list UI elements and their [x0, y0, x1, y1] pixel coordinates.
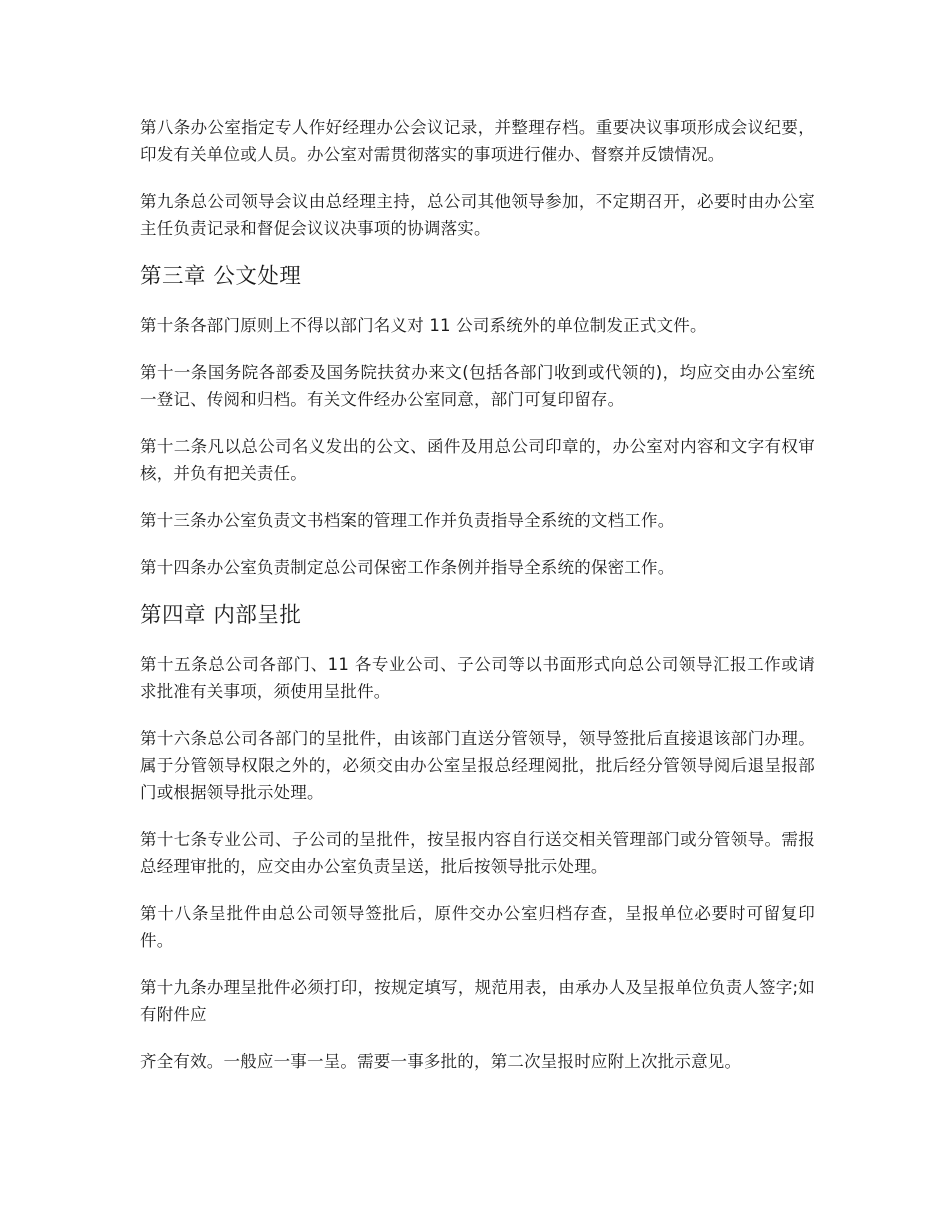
article-19: 第十九条办理呈批件必须打印，按规定填写，规范用表，由承办人及呈报单位负责人签字;如有附件应 — [140, 978, 815, 1024]
article-8: 第八条办公室指定专人作好经理办公会议记录，并整理存档。重要决议事项形成会议纪要，印发有关单位或人员。办公室对需贯彻落实的事项进行催办、督察并反馈情况。 — [140, 118, 815, 164]
chapter-4-heading: 第四章 内部呈批 — [140, 603, 302, 628]
article-12: 第十二条凡以总公司名义发出的公文、函件及用总公司印章的，办公室对内容和文字有权审核，并负有把关责任。 — [140, 437, 815, 483]
article-9: 第九条总公司领导会议由总经理主持，总公司其他领导参加，不定期召开，必要时由办公室主任负责记录和督促会议议决事项的协调落实。 — [140, 192, 815, 238]
article-11: 第十一条国务院各部委及国务院扶贫办来文(包括各部门收到或代领的)，均应交由办公室统一登记、传阅和归档。有关文件经办公室同意，部门可复印留存。 — [140, 363, 815, 409]
article-14: 第十四条办公室负责制定总公司保密工作条例并指导全系统的保密工作。 — [140, 558, 675, 577]
article-10: 第十条各部门原则上不得以部门名义对 11 公司系统外的单位制发正式文件。 — [140, 316, 707, 335]
article-18: 第十八条呈批件由总公司领导签批后，原件交办公室归档存查，呈报单位必要时可留复印件。 — [140, 904, 815, 950]
article-15: 第十五条总公司各部门、11 各专业公司、子公司等以书面形式向总公司领导汇报工作或请求批准有关事项，须使用呈批件。 — [140, 655, 815, 701]
article-16: 第十六条总公司各部门的呈批件，由该部门直送分管领导，领导签批后直接退该部门办理。属于分管领导权限之外的，必须交由办公室呈报总经理阅批，批后经分管领导阅后退呈报部门或根据领导批示处理。 — [140, 729, 815, 802]
article-19-continued: 齐全有效。一般应一事一呈。需要一事多批的，第二次呈报时应附上次批示意见。 — [140, 1052, 742, 1071]
article-17: 第十七条专业公司、子公司的呈批件，按呈报内容自行送交相关管理部门或分管领导。需报总经理审批的，应交由办公室负责呈送，批后按领导批示处理。 — [140, 830, 815, 876]
document-page — [140, 114, 815, 1095]
chapter-3-heading: 第三章 公文处理 — [140, 264, 302, 289]
article-13: 第十三条办公室负责文书档案的管理工作并负责指导全系统的文档工作。 — [140, 511, 675, 530]
